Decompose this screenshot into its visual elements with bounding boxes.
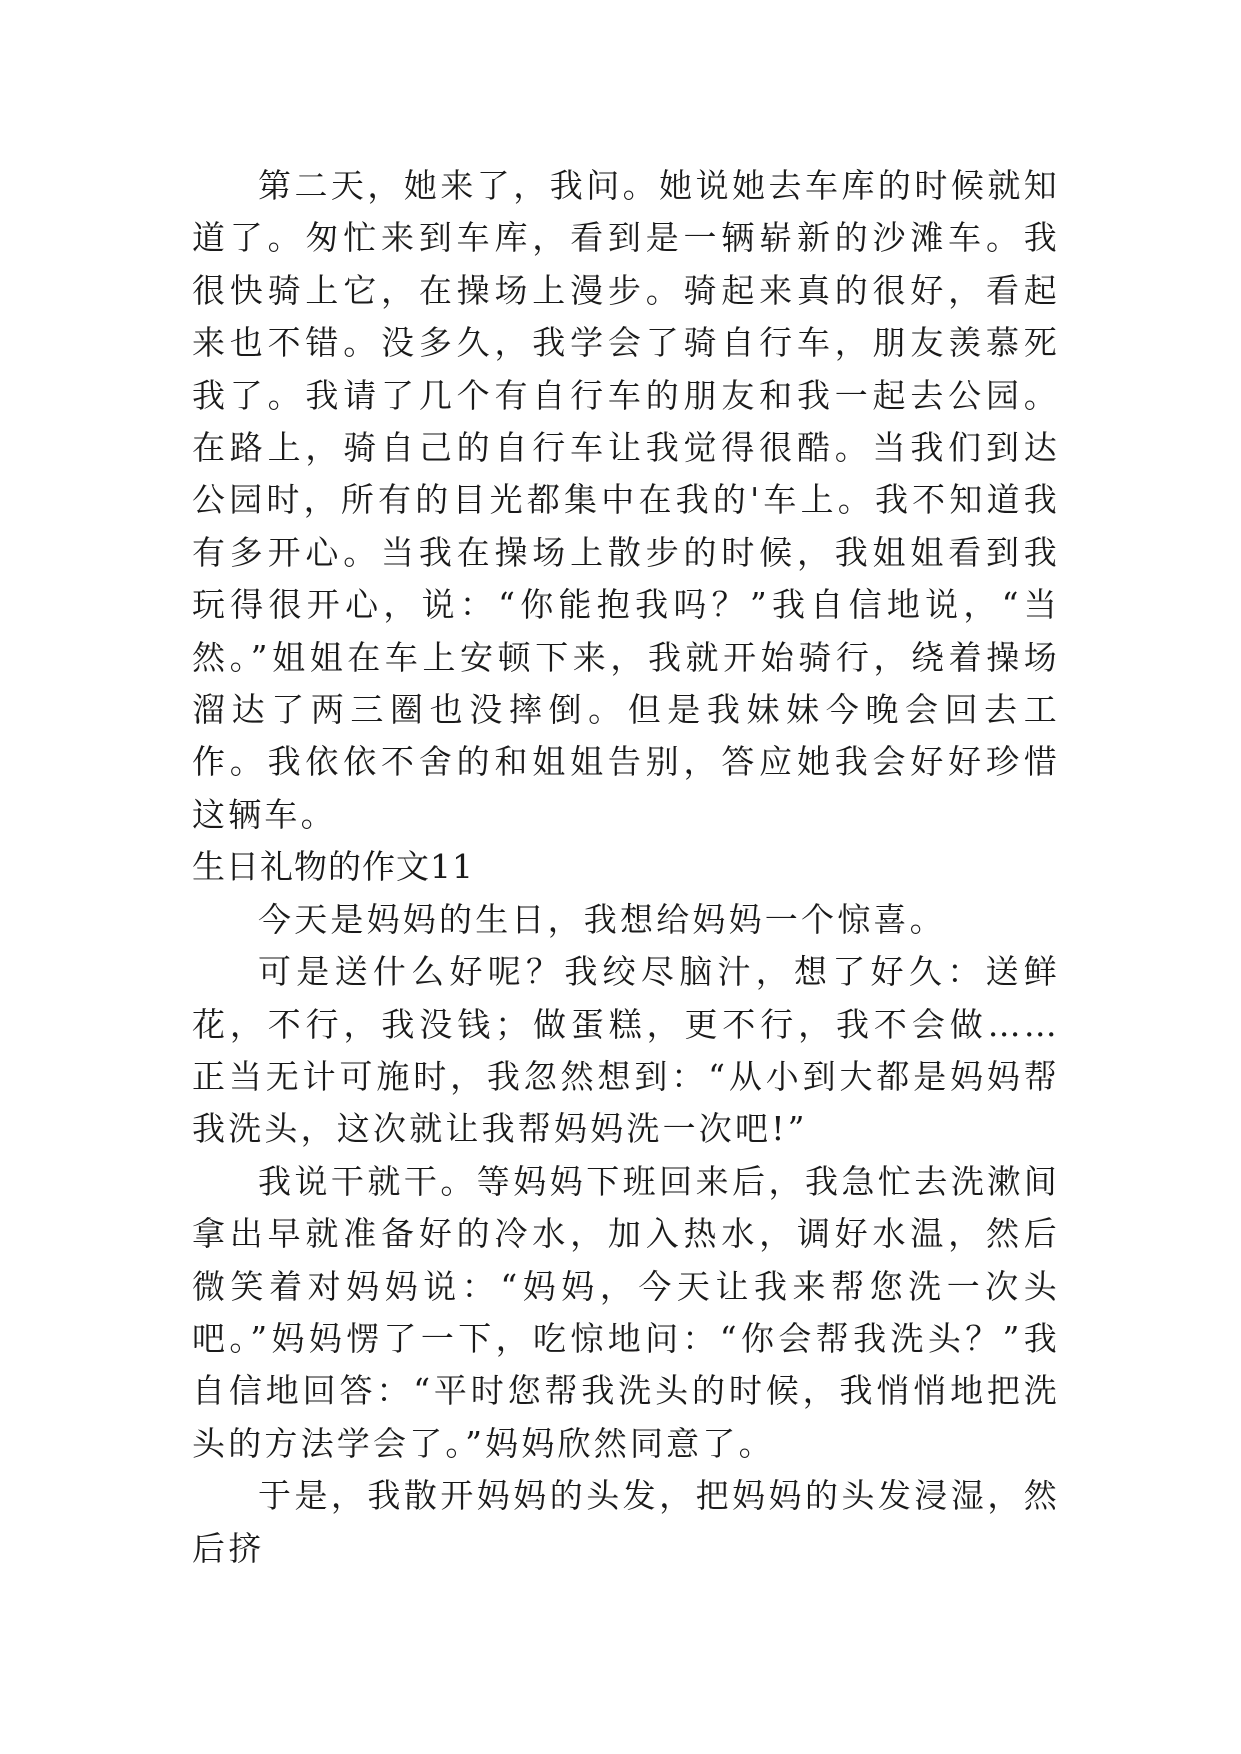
section-title: 生日礼物的作文11 — [192, 847, 474, 887]
document-body — [192, 160, 1060, 1575]
paragraph-wash-hair: 我说干就干。等妈妈下班回来后，我急忙去洗漱间拿出早就准备好的冷水，加入热水，调好水温，然后微笑着对妈妈说：“妈妈，今天让我来帮您洗一次头吧。”妈妈愣了一下，吃惊地问：“你会帮我洗头？”我自信地回答：“平时您帮我洗头的时候，我悄悄地把洗头的方法学会了。”妈妈欣然同意了。 — [192, 1161, 1060, 1463]
paragraph-birthday-intro: 今天是妈妈的生日，我想给妈妈一个惊喜。 — [258, 899, 946, 939]
paragraph-gift-idea: 可是送什么好呢？我绞尽脑汁，想了好久：送鲜花，不行，我没钱；做蛋糕，更不行，我不会做……正当无计可施时，我忽然想到：“从小到大都是妈妈帮我洗头，这次就让我帮妈妈洗一次吧!” — [192, 952, 1060, 1149]
paragraph-bike-story: 第二天，她来了，我问。她说她去车库的时候就知道了。匆忙来到车库，看到是一辆崭新的沙滩车。我很快骑上它，在操场上漫步。骑起来真的很好，看起来也不错。没多久，我学会了骑自行车，朋友羡慕死我了。我请了几个有自行车的朋友和我一起去公园。在路上，骑自己的自行车让我觉得很酷。当我们到达公园时，所有的目光都集中在我的'车上。我不知道我有多开心。当我在操场上散步的时候，我姐姐看到我玩得很开心，说：“你能抱我吗？”我自信地说，“当然。”姐姐在车上安顿下来，我就开始骑行，绕着操场溜达了两三圈也没摔倒。但是我妹妹今晚会回去工作。我依依不舍的和姐姐告别，答应她我会好好珍惜这辆车。 — [192, 166, 1060, 834]
paragraph-continuation: 于是，我散开妈妈的头发，把妈妈的头发浸湿，然后挤 — [192, 1476, 1060, 1568]
